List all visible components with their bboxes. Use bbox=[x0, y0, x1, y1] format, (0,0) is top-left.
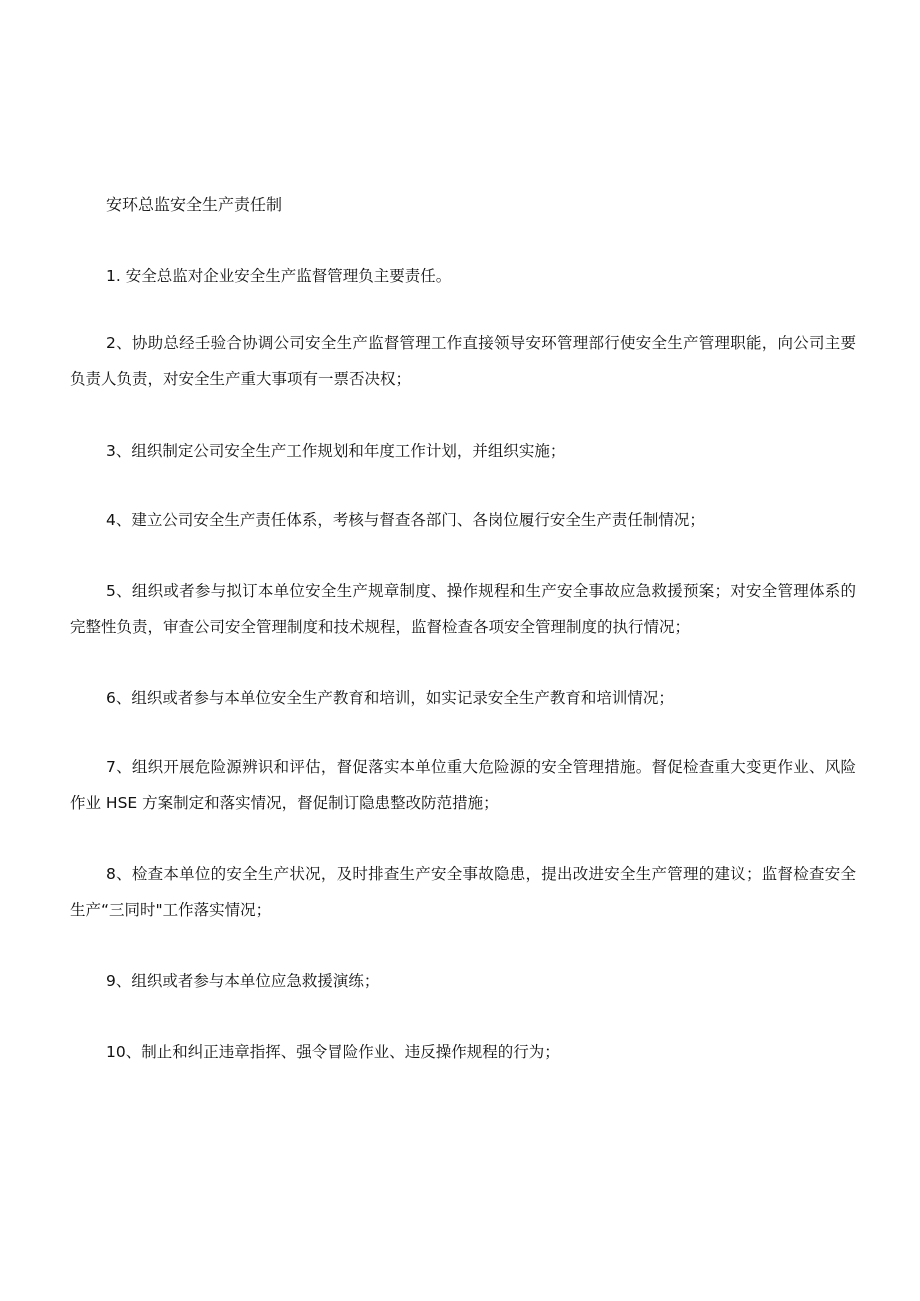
responsibility-item-1: 1. 安全总监对企业安全生产监督管理负主要责任。 bbox=[106, 267, 452, 285]
responsibility-item-6: 6、组织或者参与本单位安全生产教育和培训，如实记录安全生产教育和培训情况； bbox=[106, 689, 674, 707]
responsibility-item-9: 9、组织或者参与本单位应急救援演练； bbox=[106, 972, 380, 990]
responsibility-item-5: 5、组织或者参与拟订本单位安全生产规章制度、操作规程和生产安全事故应急救援预案；对安全管理体系的完整性负责，审查公司安全管理制度和技术规程，监督检查各项安全管理制度的执行情况； bbox=[70, 582, 856, 636]
responsibility-item-8: 8、检查本单位的安全生产状况，及时排查生产安全事故隐患，提出改进安全生产管理的建议；监督检查安全生产“三同时"工作落实情况； bbox=[70, 865, 856, 919]
responsibility-item-10: 10、制止和纠正违章指挥、强令冒险作业、违反操作规程的行为； bbox=[106, 1043, 560, 1061]
document-title: 安环总监安全生产责任制 bbox=[106, 195, 283, 214]
responsibility-item-7: 7、组织开展危险源辨识和评估，督促落实本单位重大危险源的安全管理措施。督促检查重大变更作业、风险作业 HSE 方案制定和落实情况，督促制订隐患整改防范措施； bbox=[70, 758, 856, 812]
responsibility-item-4: 4、建立公司安全生产责任体系，考核与督查各部门、各岗位履行安全生产责任制情况； bbox=[106, 511, 705, 529]
responsibility-item-2: 2、协助总经壬验合协调公司安全生产监督管理工作直接领导安环管理部行使安全生产管理职能，向公司主要负责人负责，对安全生产重大事项有一票否决权； bbox=[70, 334, 856, 388]
responsibility-item-3: 3、组织制定公司安全生产工作规划和年度工作计划，并组织实施； bbox=[106, 442, 566, 460]
